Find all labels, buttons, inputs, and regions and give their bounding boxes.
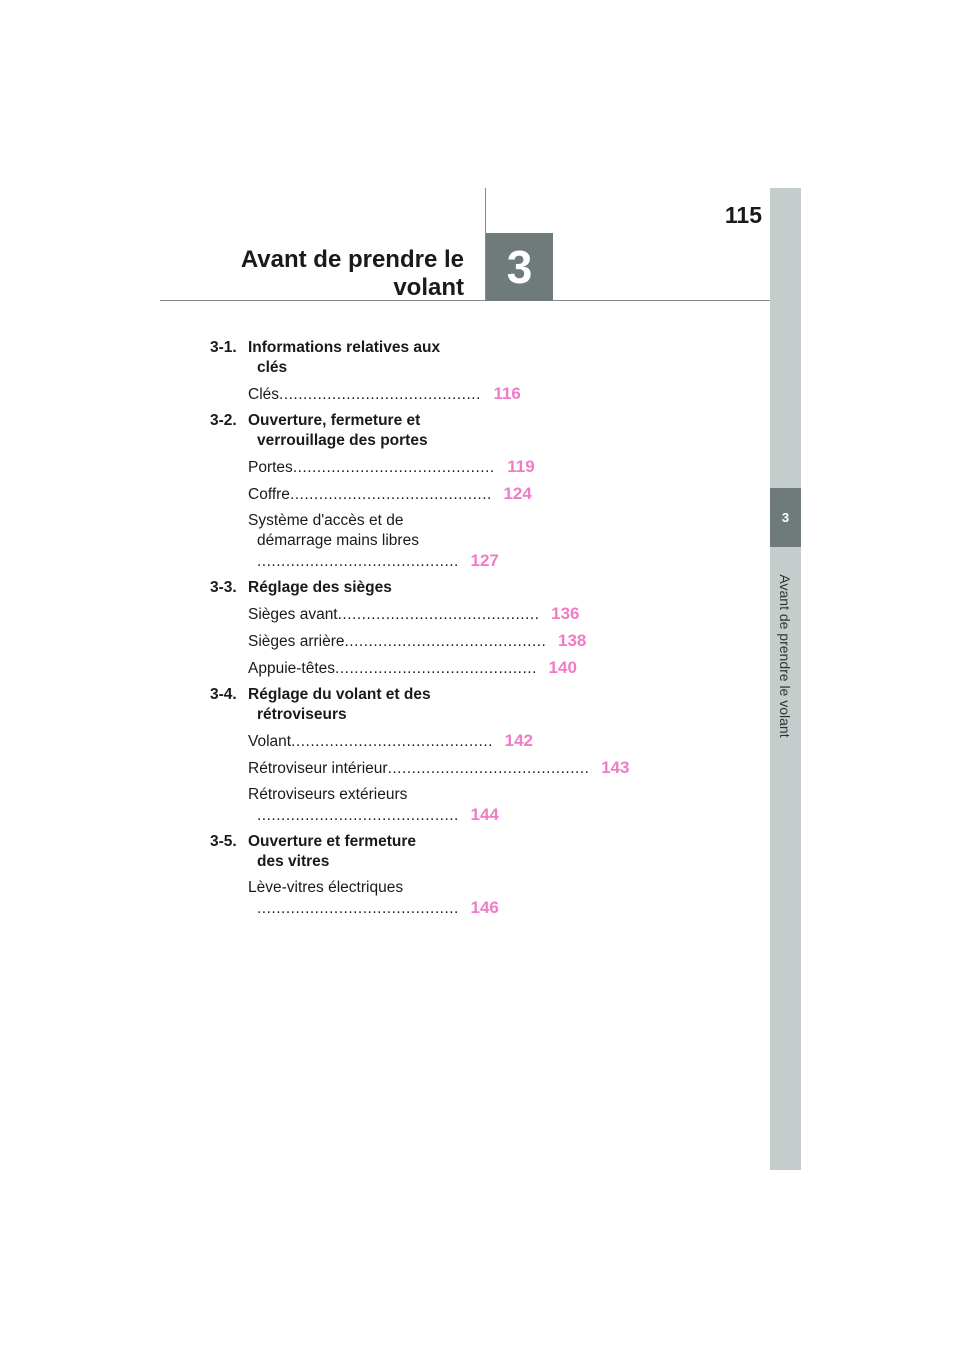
toc-entry-volant[interactable]: Volant .......................................... 142 (248, 731, 533, 750)
toc-section-3-4[interactable]: 3-4. Réglage du volant et des rétroviseurs (210, 686, 431, 723)
side-tab-number: 3 (781, 510, 790, 525)
page-number: 115 (724, 202, 762, 228)
side-thumb-tab[interactable] (770, 488, 801, 547)
page-link[interactable]: 124 (503, 484, 532, 503)
page-link[interactable]: 136 (551, 604, 580, 623)
page-link[interactable]: 143 (601, 758, 630, 777)
chapter-title-line1: Avant de prendre le (240, 246, 464, 273)
toc-section-3-3[interactable]: 3-3. Réglage des sièges (210, 579, 392, 596)
chapter-number-box (486, 233, 553, 301)
chapter-title (200, 246, 464, 302)
page-link[interactable]: 140 (548, 658, 577, 677)
toc-entry-retroviseurs-exterieurs[interactable]: Rétroviseurs extérieurs .......................................... 144 (248, 786, 499, 824)
toc-entry-systeme-acces[interactable]: Système d'accès et de démarrage mains libres .......................................... 127 (248, 512, 499, 570)
toc-entry-retroviseur-interieur[interactable]: Rétroviseur intérieur .......................................... 143 (248, 758, 630, 777)
page-link[interactable]: 138 (558, 631, 587, 650)
toc-entry-leve-vitres[interactable]: Lève-vitres électriques .......................................... 146 (248, 879, 499, 917)
toc-entry-sieges-avant[interactable]: Sièges avant .......................................... 136 (248, 604, 580, 623)
page-link[interactable]: 127 (470, 551, 499, 570)
toc-entry-portes[interactable]: Portes .......................................... 119 (248, 457, 535, 476)
page-link[interactable]: 142 (504, 731, 533, 750)
page-link[interactable]: 116 (493, 384, 521, 403)
chapter-number: 3 (506, 241, 533, 293)
toc-entry-cles[interactable]: Clés .......................................... 116 (248, 384, 521, 403)
page-link[interactable]: 119 (507, 457, 535, 476)
toc-section-3-1[interactable]: 3-1. Informations relatives aux clés (210, 339, 441, 376)
toc-section-3-5[interactable]: 3-5. Ouverture et fermeture des vitres (210, 833, 416, 870)
table-of-contents (210, 338, 630, 919)
toc-entry-appuie-tetes[interactable]: Appuie-têtes .......................................... 140 (248, 658, 577, 677)
page-link[interactable]: 146 (470, 898, 499, 917)
chapter-title-line2: volant (393, 274, 464, 301)
toc-section-3-2[interactable]: 3-2. Ouverture, fermeture et verrouillage des portes (210, 412, 428, 449)
page-link[interactable]: 144 (470, 805, 499, 824)
toc-entry-sieges-arriere[interactable]: Sièges arrière .......................................... 138 (248, 631, 587, 650)
toc-entry-coffre[interactable]: Coffre .......................................... 124 (248, 484, 532, 503)
